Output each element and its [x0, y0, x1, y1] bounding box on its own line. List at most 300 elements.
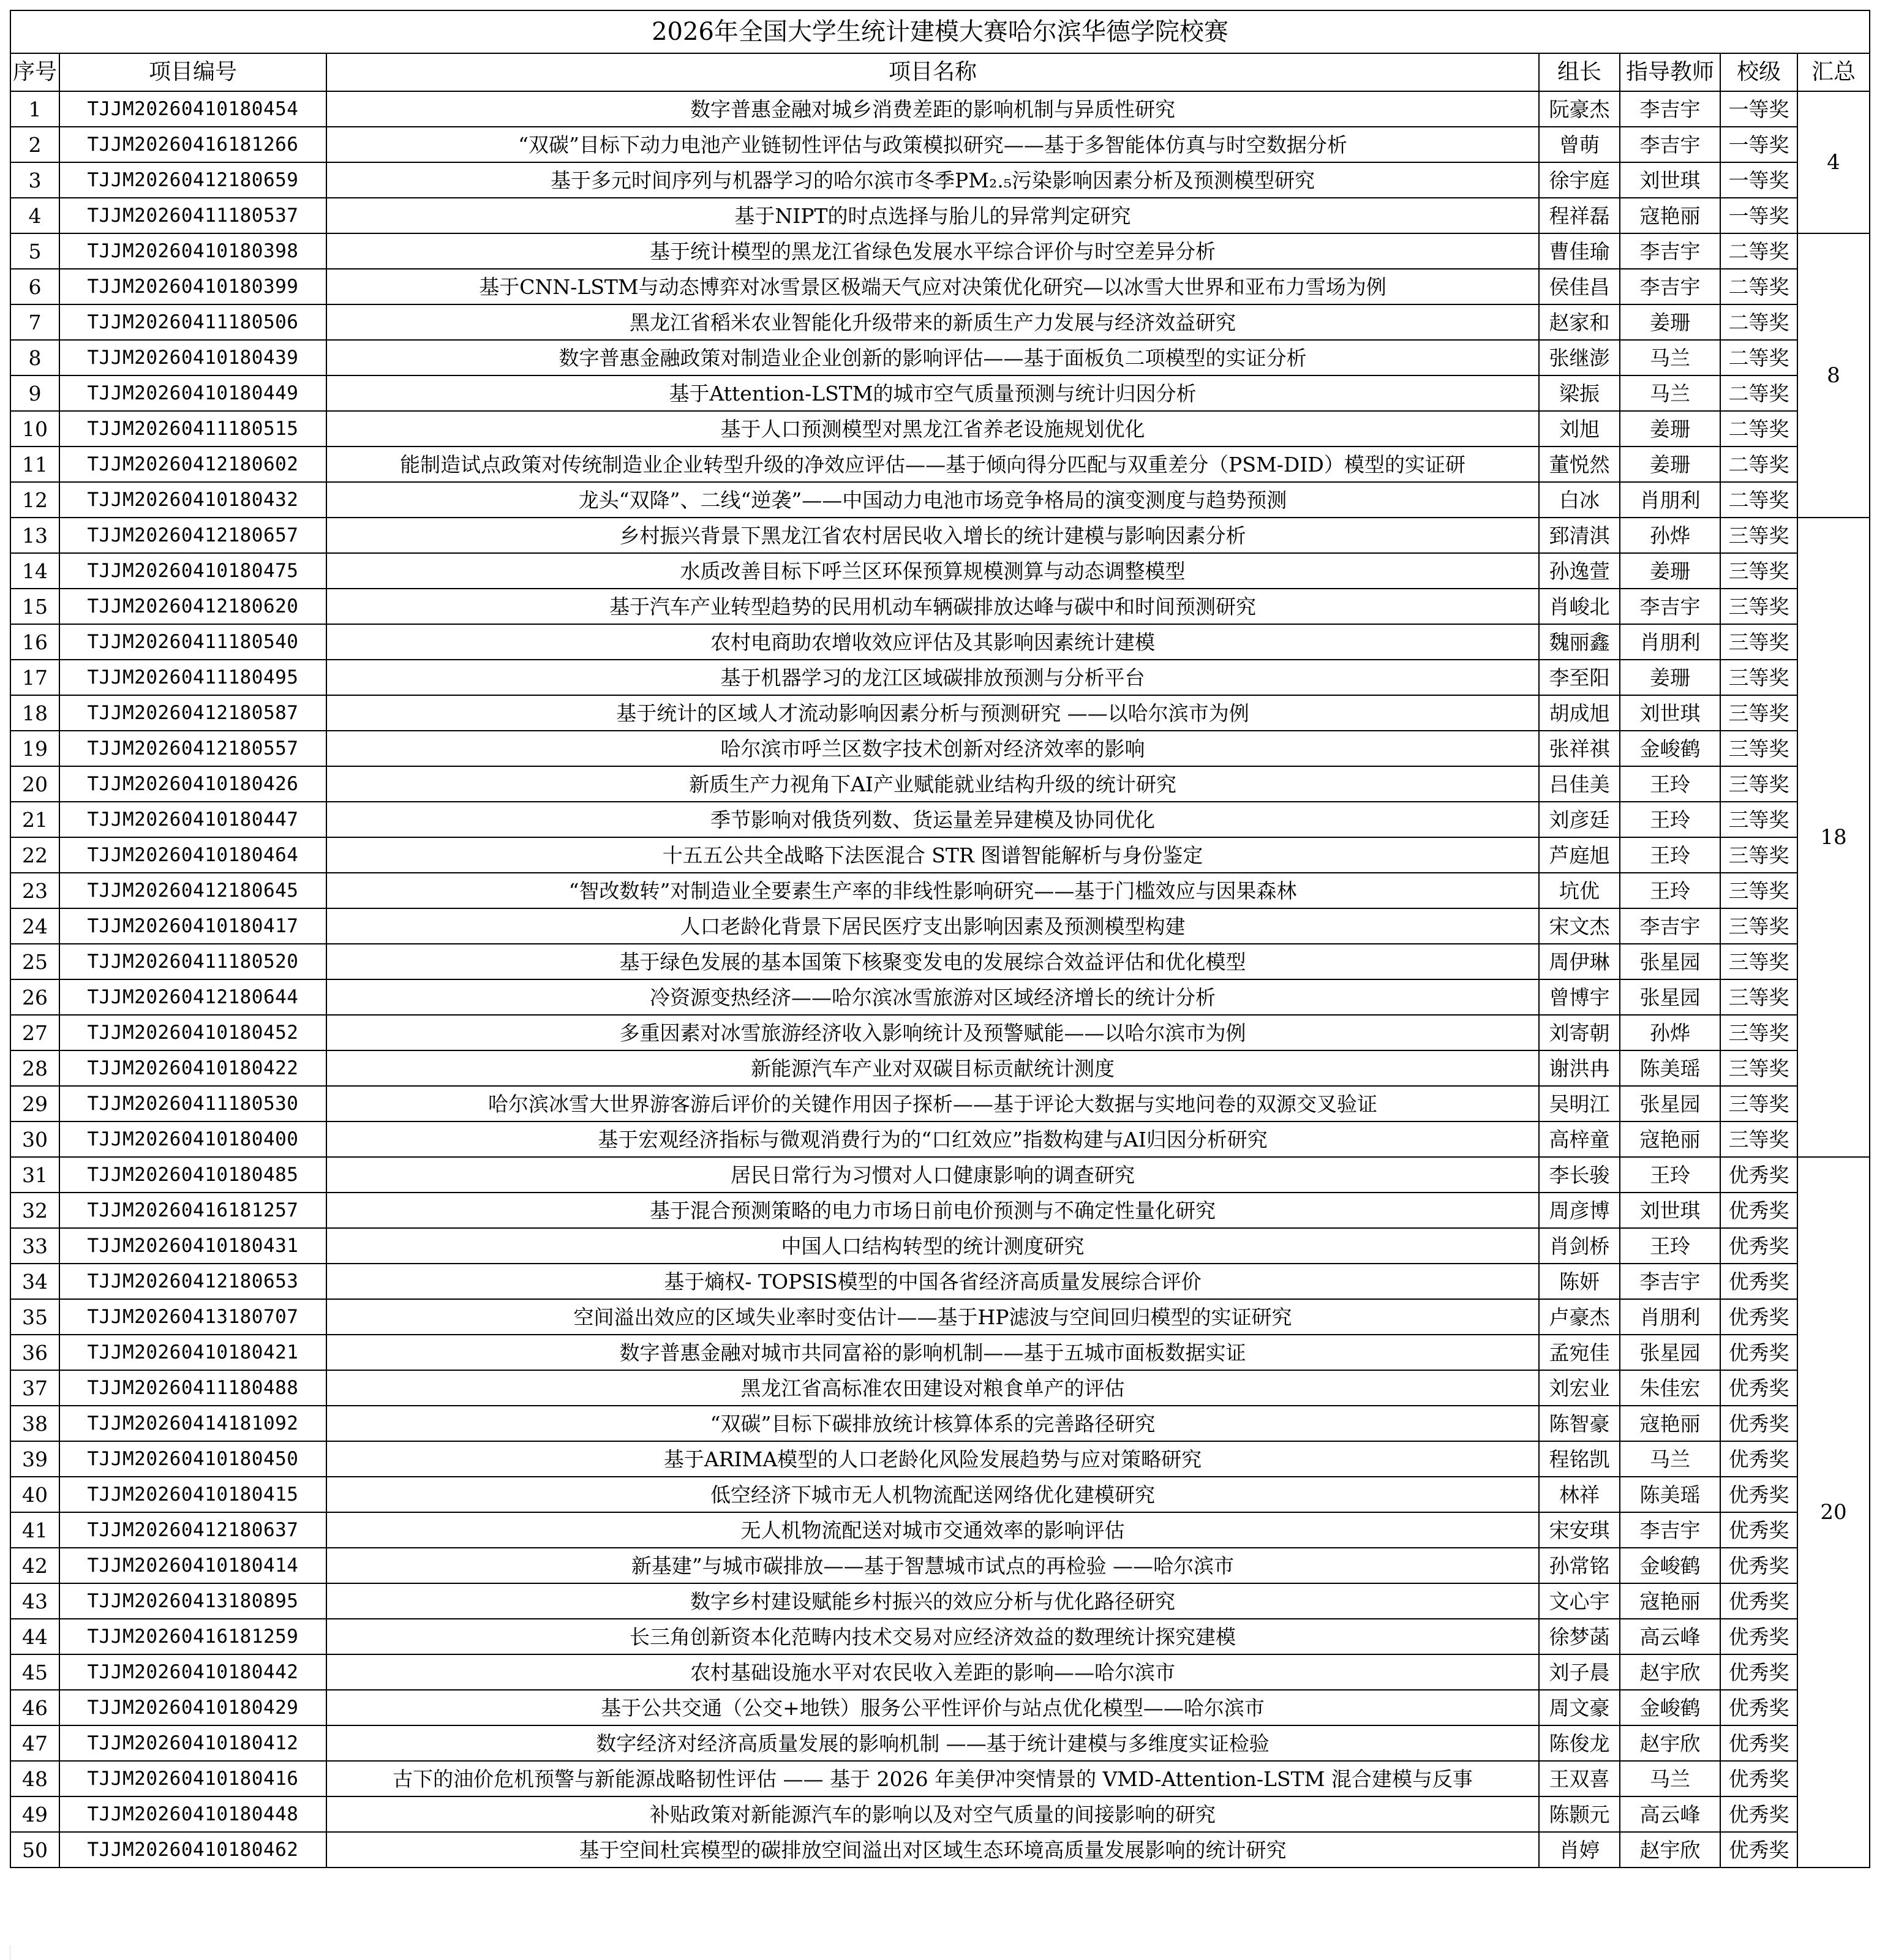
project-id: TJJM20260416181257: [59, 1193, 326, 1228]
project-id: TJJM20260410180399: [59, 269, 326, 304]
row-no: 44: [10, 1619, 59, 1654]
row-no: 1: [10, 91, 59, 127]
table-row: [10, 233, 1870, 269]
award-level: 三等奖: [1720, 979, 1797, 1015]
advisor-name: 孙烨: [1620, 1015, 1720, 1050]
leader-name: 赵家和: [1539, 304, 1620, 340]
project-id: TJJM20260414181092: [59, 1406, 326, 1441]
project-id: TJJM20260410180422: [59, 1050, 326, 1086]
project-id: TJJM20260411180488: [59, 1370, 326, 1406]
project-name: 基于CNN-LSTM与动态博弈对冰雪景区极端天气应对决策优化研究—以冰雪大世界和亚布力雪场为例: [326, 269, 1539, 304]
row-no: 20: [10, 766, 59, 802]
award-level: 三等奖: [1720, 695, 1797, 731]
award-level: 三等奖: [1720, 731, 1797, 766]
project-name: 数字乡村建设赋能乡村振兴的效应分析与优化路径研究: [326, 1583, 1539, 1619]
leader-name: 高梓童: [1539, 1121, 1620, 1157]
project-name: 水质改善目标下呼兰区环保预算规模测算与动态调整模型: [326, 553, 1539, 589]
table-row: [10, 979, 1870, 1015]
advisor-name: 李吉宇: [1620, 1512, 1720, 1548]
project-id: TJJM20260410180429: [59, 1690, 326, 1725]
header-advisor: 指导教师: [1620, 53, 1720, 91]
leader-name: 徐宇庭: [1539, 162, 1620, 198]
award-level: 优秀奖: [1720, 1157, 1797, 1193]
project-id: TJJM20260410180464: [59, 837, 326, 873]
award-level: 二等奖: [1720, 482, 1797, 518]
award-level: 优秀奖: [1720, 1583, 1797, 1619]
row-no: 36: [10, 1335, 59, 1370]
award-level: 二等奖: [1720, 304, 1797, 340]
project-name: 黑龙江省稻米农业智能化升级带来的新质生产力发展与经济效益研究: [326, 304, 1539, 340]
project-id: TJJM20260411180537: [59, 198, 326, 233]
advisor-name: 寇艳丽: [1620, 1583, 1720, 1619]
advisor-name: 李吉宇: [1620, 91, 1720, 127]
project-name: 新基建”与城市碳排放——基于智慧城市试点的再检验 ——哈尔滨市: [326, 1548, 1539, 1583]
row-no: 2: [10, 127, 59, 162]
project-id: TJJM20260410180432: [59, 482, 326, 518]
advisor-name: 姜珊: [1620, 411, 1720, 447]
table-row: [10, 304, 1870, 340]
leader-name: 吕佳美: [1539, 766, 1620, 802]
award-level: 优秀奖: [1720, 1690, 1797, 1725]
table-row: [10, 375, 1870, 411]
row-no: 24: [10, 908, 59, 944]
project-id: TJJM20260412180645: [59, 873, 326, 908]
project-id: TJJM20260413180707: [59, 1299, 326, 1335]
project-id: TJJM20260410180416: [59, 1761, 326, 1796]
table-row: [10, 1015, 1870, 1050]
award-level: 优秀奖: [1720, 1441, 1797, 1477]
award-level: 二等奖: [1720, 375, 1797, 411]
project-name: 中国人口结构转型的统计测度研究: [326, 1228, 1539, 1264]
advisor-name: 金峻鹤: [1620, 1690, 1720, 1725]
leader-name: 肖婷: [1539, 1832, 1620, 1868]
advisor-name: 姜珊: [1620, 553, 1720, 589]
project-id: TJJM20260410180398: [59, 233, 326, 269]
advisor-name: 王玲: [1620, 766, 1720, 802]
project-name: 基于空间杜宾模型的碳排放空间溢出对区域生态环境高质量发展影响的统计研究: [326, 1832, 1539, 1868]
row-no: 10: [10, 411, 59, 447]
table-row: [10, 1761, 1870, 1796]
leader-name: 刘子晨: [1539, 1654, 1620, 1690]
project-id: TJJM20260410180452: [59, 1015, 326, 1050]
award-level: 三等奖: [1720, 1015, 1797, 1050]
project-name: 基于汽车产业转型趋势的民用机动车辆碳排放达峰与碳中和时间预测研究: [326, 589, 1539, 624]
advisor-name: 赵宇欣: [1620, 1832, 1720, 1868]
row-no: 50: [10, 1832, 59, 1868]
project-name: 龙头“双降”、二线“逆袭”——中国动力电池市场竞争格局的演变测度与趋势预测: [326, 482, 1539, 518]
row-no: 8: [10, 340, 59, 375]
award-level: 优秀奖: [1720, 1654, 1797, 1690]
project-id: TJJM20260410180412: [59, 1725, 326, 1761]
project-name: 多重因素对冰雪旅游经济收入影响统计及预警赋能——以哈尔滨市为例: [326, 1015, 1539, 1050]
award-level: 二等奖: [1720, 411, 1797, 447]
award-level: 三等奖: [1720, 589, 1797, 624]
award-level: 三等奖: [1720, 553, 1797, 589]
award-level: 优秀奖: [1720, 1548, 1797, 1583]
table-row: [10, 553, 1870, 589]
advisor-name: 赵宇欣: [1620, 1654, 1720, 1690]
leader-name: 程铭凯: [1539, 1441, 1620, 1477]
leader-name: 郅清淇: [1539, 518, 1620, 553]
advisor-name: 肖朋利: [1620, 624, 1720, 660]
summary-count: 20: [1797, 1157, 1870, 1868]
table-row: [10, 91, 1870, 127]
project-name: 长三角创新资本化范畴内技术交易对应经济效益的数理统计探究建模: [326, 1619, 1539, 1654]
award-level: 三等奖: [1720, 624, 1797, 660]
table-row: [10, 1583, 1870, 1619]
table-row: [10, 1121, 1870, 1157]
project-name: 人口老龄化背景下居民医疗支出影响因素及预测模型构建: [326, 908, 1539, 944]
leader-name: 刘彦廷: [1539, 802, 1620, 837]
leader-name: 阮豪杰: [1539, 91, 1620, 127]
row-no: 17: [10, 660, 59, 695]
project-id: TJJM20260410180400: [59, 1121, 326, 1157]
row-no: 23: [10, 873, 59, 908]
project-id: TJJM20260410180450: [59, 1441, 326, 1477]
table-row: [10, 1512, 1870, 1548]
advisor-name: 朱佳宏: [1620, 1370, 1720, 1406]
project-name: 乡村振兴背景下黑龙江省农村居民收入增长的统计建模与影响因素分析: [326, 518, 1539, 553]
project-name: 基于NIPT的时点选择与胎儿的异常判定研究: [326, 198, 1539, 233]
project-name: 能制造试点政策对传统制造业企业转型升级的净效应评估——基于倾向得分匹配与双重差分（PSM-DID）模型的实证研: [326, 447, 1539, 482]
award-sheet: [10, 10, 1870, 1868]
project-name: 数字经济对经济高质量发展的影响机制 ——基于统计建模与多维度实证检验: [326, 1725, 1539, 1761]
project-id: TJJM20260411180520: [59, 944, 326, 979]
award-level: 优秀奖: [1720, 1477, 1797, 1512]
table-row: [10, 1335, 1870, 1370]
table-row: [10, 1441, 1870, 1477]
row-no: 6: [10, 269, 59, 304]
table-row: [10, 624, 1870, 660]
leader-name: 陈颢元: [1539, 1796, 1620, 1832]
project-id: TJJM20260410180414: [59, 1548, 326, 1583]
row-no: 3: [10, 162, 59, 198]
project-name: 黑龙江省高标准农田建设对粮食单产的评估: [326, 1370, 1539, 1406]
advisor-name: 肖朋利: [1620, 1299, 1720, 1335]
table-row: [10, 1406, 1870, 1441]
table-row: [10, 1086, 1870, 1121]
project-name: 基于混合预测策略的电力市场日前电价预测与不确定性量化研究: [326, 1193, 1539, 1228]
row-no: 40: [10, 1477, 59, 1512]
project-id: TJJM20260411180495: [59, 660, 326, 695]
leader-name: 孟宛佳: [1539, 1335, 1620, 1370]
advisor-name: 李吉宇: [1620, 589, 1720, 624]
table-row: [10, 127, 1870, 162]
project-name: 基于机器学习的龙江区域碳排放预测与分析平台: [326, 660, 1539, 695]
leader-name: 谢洪冉: [1539, 1050, 1620, 1086]
row-no: 19: [10, 731, 59, 766]
advisor-name: 李吉宇: [1620, 269, 1720, 304]
table-row: [10, 1193, 1870, 1228]
table-row: [10, 1370, 1870, 1406]
award-level: 优秀奖: [1720, 1619, 1797, 1654]
leader-name: 孙逸萱: [1539, 553, 1620, 589]
advisor-name: 王玲: [1620, 873, 1720, 908]
leader-name: 刘寄朝: [1539, 1015, 1620, 1050]
advisor-name: 陈美瑶: [1620, 1050, 1720, 1086]
advisor-name: 刘世琪: [1620, 1193, 1720, 1228]
project-name: 基于熵权- TOPSIS模型的中国各省经济高质量发展综合评价: [326, 1264, 1539, 1299]
advisor-name: 赵宇欣: [1620, 1725, 1720, 1761]
leader-name: 董悦然: [1539, 447, 1620, 482]
advisor-name: 寇艳丽: [1620, 1121, 1720, 1157]
row-no: 33: [10, 1228, 59, 1264]
table-row: [10, 908, 1870, 944]
award-level: 一等奖: [1720, 91, 1797, 127]
leader-name: 曹佳瑜: [1539, 233, 1620, 269]
row-no: 31: [10, 1157, 59, 1193]
table-row: [10, 1477, 1870, 1512]
project-id: TJJM20260410180421: [59, 1335, 326, 1370]
leader-name: 陈智豪: [1539, 1406, 1620, 1441]
row-no: 13: [10, 518, 59, 553]
leader-name: 张祥祺: [1539, 731, 1620, 766]
award-level: 优秀奖: [1720, 1335, 1797, 1370]
award-level: 优秀奖: [1720, 1761, 1797, 1796]
row-no: 42: [10, 1548, 59, 1583]
row-no: 9: [10, 375, 59, 411]
advisor-name: 马兰: [1620, 340, 1720, 375]
project-id: TJJM20260412180644: [59, 979, 326, 1015]
sheet-gridline-area: [10, 1945, 1887, 1960]
project-id: TJJM20260416181259: [59, 1619, 326, 1654]
leader-name: 周伊琳: [1539, 944, 1620, 979]
table-row: [10, 198, 1870, 233]
project-name: 基于统计的区域人才流动影响因素分析与预测研究 ——以哈尔滨市为例: [326, 695, 1539, 731]
project-name: 农村基础设施水平对农民收入差距的影响——哈尔滨市: [326, 1654, 1539, 1690]
row-no: 46: [10, 1690, 59, 1725]
leader-name: 宋文杰: [1539, 908, 1620, 944]
award-level: 三等奖: [1720, 944, 1797, 979]
project-name: 古下的油价危机预警与新能源战略韧性评估 —— 基于 2026 年美伊冲突情景的 VMD-Attention-LSTM 混合建模与反事: [326, 1761, 1539, 1796]
project-id: TJJM20260412180557: [59, 731, 326, 766]
advisor-name: 金峻鹤: [1620, 731, 1720, 766]
project-id: TJJM20260410180442: [59, 1654, 326, 1690]
advisor-name: 寇艳丽: [1620, 1406, 1720, 1441]
project-id: TJJM20260412180602: [59, 447, 326, 482]
project-name: 基于统计模型的黑龙江省绿色发展水平综合评价与时空差异分析: [326, 233, 1539, 269]
row-no: 22: [10, 837, 59, 873]
advisor-name: 姜珊: [1620, 304, 1720, 340]
table-row: [10, 269, 1870, 304]
award-level: 三等奖: [1720, 837, 1797, 873]
project-id: TJJM20260416181266: [59, 127, 326, 162]
row-no: 41: [10, 1512, 59, 1548]
project-name: 季节影响对俄货列数、货运量差异建模及协同优化: [326, 802, 1539, 837]
table-row: [10, 1619, 1870, 1654]
leader-name: 卢豪杰: [1539, 1299, 1620, 1335]
row-no: 49: [10, 1796, 59, 1832]
project-name: 低空经济下城市无人机物流配送网络优化建模研究: [326, 1477, 1539, 1512]
advisor-name: 王玲: [1620, 1157, 1720, 1193]
advisor-name: 王玲: [1620, 837, 1720, 873]
advisor-name: 寇艳丽: [1620, 198, 1720, 233]
row-no: 16: [10, 624, 59, 660]
project-id: TJJM20260412180620: [59, 589, 326, 624]
project-id: TJJM20260411180515: [59, 411, 326, 447]
header-award: 校级: [1720, 53, 1797, 91]
leader-name: 坑优: [1539, 873, 1620, 908]
award-level: 三等奖: [1720, 1121, 1797, 1157]
table-row: [10, 873, 1870, 908]
project-id: TJJM20260413180895: [59, 1583, 326, 1619]
table-row: [10, 695, 1870, 731]
project-id: TJJM20260410180454: [59, 91, 326, 127]
project-id: TJJM20260410180415: [59, 1477, 326, 1512]
award-level: 优秀奖: [1720, 1264, 1797, 1299]
project-name: 冷资源变热经济——哈尔滨冰雪旅游对区域经济增长的统计分析: [326, 979, 1539, 1015]
advisor-name: 马兰: [1620, 375, 1720, 411]
advisor-name: 高云峰: [1620, 1619, 1720, 1654]
table-row: [10, 1548, 1870, 1583]
row-no: 11: [10, 447, 59, 482]
table-body: [10, 91, 1870, 1868]
project-id: TJJM20260410180426: [59, 766, 326, 802]
sheet-title: 2026年全国大学生统计建模大赛哈尔滨华德学院校赛: [10, 10, 1870, 53]
table-row: [10, 766, 1870, 802]
row-no: 43: [10, 1583, 59, 1619]
leader-name: 曾博宇: [1539, 979, 1620, 1015]
table-row: [10, 1796, 1870, 1832]
project-name: 哈尔滨市呼兰区数字技术创新对经济效率的影响: [326, 731, 1539, 766]
leader-name: 胡成旭: [1539, 695, 1620, 731]
award-level: 三等奖: [1720, 1086, 1797, 1121]
project-id: TJJM20260410180448: [59, 1796, 326, 1832]
advisor-name: 张星园: [1620, 1086, 1720, 1121]
leader-name: 梁振: [1539, 375, 1620, 411]
header-project-id: 项目编号: [59, 53, 326, 91]
project-name: 新质生产力视角下AI产业赋能就业结构升级的统计研究: [326, 766, 1539, 802]
advisor-name: 王玲: [1620, 802, 1720, 837]
row-no: 5: [10, 233, 59, 269]
project-name: 农村电商助农增收效应评估及其影响因素统计建模: [326, 624, 1539, 660]
leader-name: 陈妍: [1539, 1264, 1620, 1299]
project-name: 基于Attention-LSTM的城市空气质量预测与统计归因分析: [326, 375, 1539, 411]
row-no: 39: [10, 1441, 59, 1477]
table-row: [10, 482, 1870, 518]
advisor-name: 孙烨: [1620, 518, 1720, 553]
project-name: 基于多元时间序列与机器学习的哈尔滨市冬季PM₂.₅污染影响因素分析及预测模型研究: [326, 162, 1539, 198]
project-name: 居民日常行为习惯对人口健康影响的调查研究: [326, 1157, 1539, 1193]
leader-name: 肖峻北: [1539, 589, 1620, 624]
row-no: 30: [10, 1121, 59, 1157]
project-name: “智改数转”对制造业全要素生产率的非线性影响研究——基于门槛效应与因果森林: [326, 873, 1539, 908]
project-name: “双碳”目标下动力电池产业链韧性评估与政策模拟研究——基于多智能体仿真与时空数据分析: [326, 127, 1539, 162]
leader-name: 侯佳昌: [1539, 269, 1620, 304]
header-no: 序号: [10, 53, 59, 91]
award-table: [10, 10, 1870, 1868]
award-level: 优秀奖: [1720, 1406, 1797, 1441]
row-no: 28: [10, 1050, 59, 1086]
table-row: [10, 1050, 1870, 1086]
award-level: 三等奖: [1720, 1050, 1797, 1086]
header-project-name: 项目名称: [326, 53, 1539, 91]
project-name: 空间溢出效应的区域失业率时变估计——基于HP滤波与空间回归模型的实证研究: [326, 1299, 1539, 1335]
project-name: 补贴政策对新能源汽车的影响以及对空气质量的间接影响的研究: [326, 1796, 1539, 1832]
project-id: TJJM20260411180530: [59, 1086, 326, 1121]
row-no: 34: [10, 1264, 59, 1299]
table-row: [10, 518, 1870, 553]
advisor-name: 陈美瑶: [1620, 1477, 1720, 1512]
leader-name: 刘旭: [1539, 411, 1620, 447]
leader-name: 曾萌: [1539, 127, 1620, 162]
advisor-name: 姜珊: [1620, 660, 1720, 695]
project-name: 基于ARIMA模型的人口老龄化风险发展趋势与应对策略研究: [326, 1441, 1539, 1477]
advisor-name: 李吉宇: [1620, 1264, 1720, 1299]
project-id: TJJM20260411180506: [59, 304, 326, 340]
award-level: 优秀奖: [1720, 1796, 1797, 1832]
project-id: TJJM20260412180637: [59, 1512, 326, 1548]
table-row: [10, 1690, 1870, 1725]
project-name: 数字普惠金融政策对制造业企业创新的影响评估——基于面板负二项模型的实证分析: [326, 340, 1539, 375]
row-no: 35: [10, 1299, 59, 1335]
leader-name: 林祥: [1539, 1477, 1620, 1512]
project-name: 无人机物流配送对城市交通效率的影响评估: [326, 1512, 1539, 1548]
leader-name: 白冰: [1539, 482, 1620, 518]
leader-name: 王双喜: [1539, 1761, 1620, 1796]
project-id: TJJM20260411180540: [59, 624, 326, 660]
award-level: 一等奖: [1720, 162, 1797, 198]
leader-name: 陈俊龙: [1539, 1725, 1620, 1761]
award-level: 二等奖: [1720, 340, 1797, 375]
project-id: TJJM20260410180462: [59, 1832, 326, 1868]
summary-count: 18: [1797, 518, 1870, 1157]
table-row: [10, 1654, 1870, 1690]
project-name: 十五五公共全战略下法医混合 STR 图谱智能解析与身份鉴定: [326, 837, 1539, 873]
leader-name: 肖剑桥: [1539, 1228, 1620, 1264]
table-row: [10, 447, 1870, 482]
summary-count: 4: [1797, 91, 1870, 233]
advisor-name: 马兰: [1620, 1441, 1720, 1477]
row-no: 7: [10, 304, 59, 340]
leader-name: 周彦博: [1539, 1193, 1620, 1228]
award-level: 一等奖: [1720, 127, 1797, 162]
leader-name: 文心宇: [1539, 1583, 1620, 1619]
table-row: [10, 1228, 1870, 1264]
table-row: [10, 340, 1870, 375]
project-id: TJJM20260410180431: [59, 1228, 326, 1264]
table-row: [10, 589, 1870, 624]
row-no: 45: [10, 1654, 59, 1690]
leader-name: 芦庭旭: [1539, 837, 1620, 873]
advisor-name: 王玲: [1620, 1228, 1720, 1264]
table-row: [10, 660, 1870, 695]
award-level: 优秀奖: [1720, 1299, 1797, 1335]
award-level: 二等奖: [1720, 269, 1797, 304]
project-id: TJJM20260412180659: [59, 162, 326, 198]
project-id: TJJM20260410180475: [59, 553, 326, 589]
project-name: 哈尔滨冰雪大世界游客游后评价的关键作用因子探析——基于评论大数据与实地问卷的双源交叉验证: [326, 1086, 1539, 1121]
advisor-name: 肖朋利: [1620, 482, 1720, 518]
leader-name: 李长骏: [1539, 1157, 1620, 1193]
award-level: 三等奖: [1720, 660, 1797, 695]
leader-name: 程祥磊: [1539, 198, 1620, 233]
leader-name: 周文豪: [1539, 1690, 1620, 1725]
row-no: 21: [10, 802, 59, 837]
leader-name: 李至阳: [1539, 660, 1620, 695]
row-no: 37: [10, 1370, 59, 1406]
award-level: 优秀奖: [1720, 1832, 1797, 1868]
award-level: 二等奖: [1720, 447, 1797, 482]
leader-name: 徐梦菡: [1539, 1619, 1620, 1654]
table-row: [10, 1832, 1870, 1868]
advisor-name: 李吉宇: [1620, 233, 1720, 269]
header-leader: 组长: [1539, 53, 1620, 91]
award-level: 优秀奖: [1720, 1725, 1797, 1761]
table-row: [10, 837, 1870, 873]
row-no: 14: [10, 553, 59, 589]
row-no: 29: [10, 1086, 59, 1121]
